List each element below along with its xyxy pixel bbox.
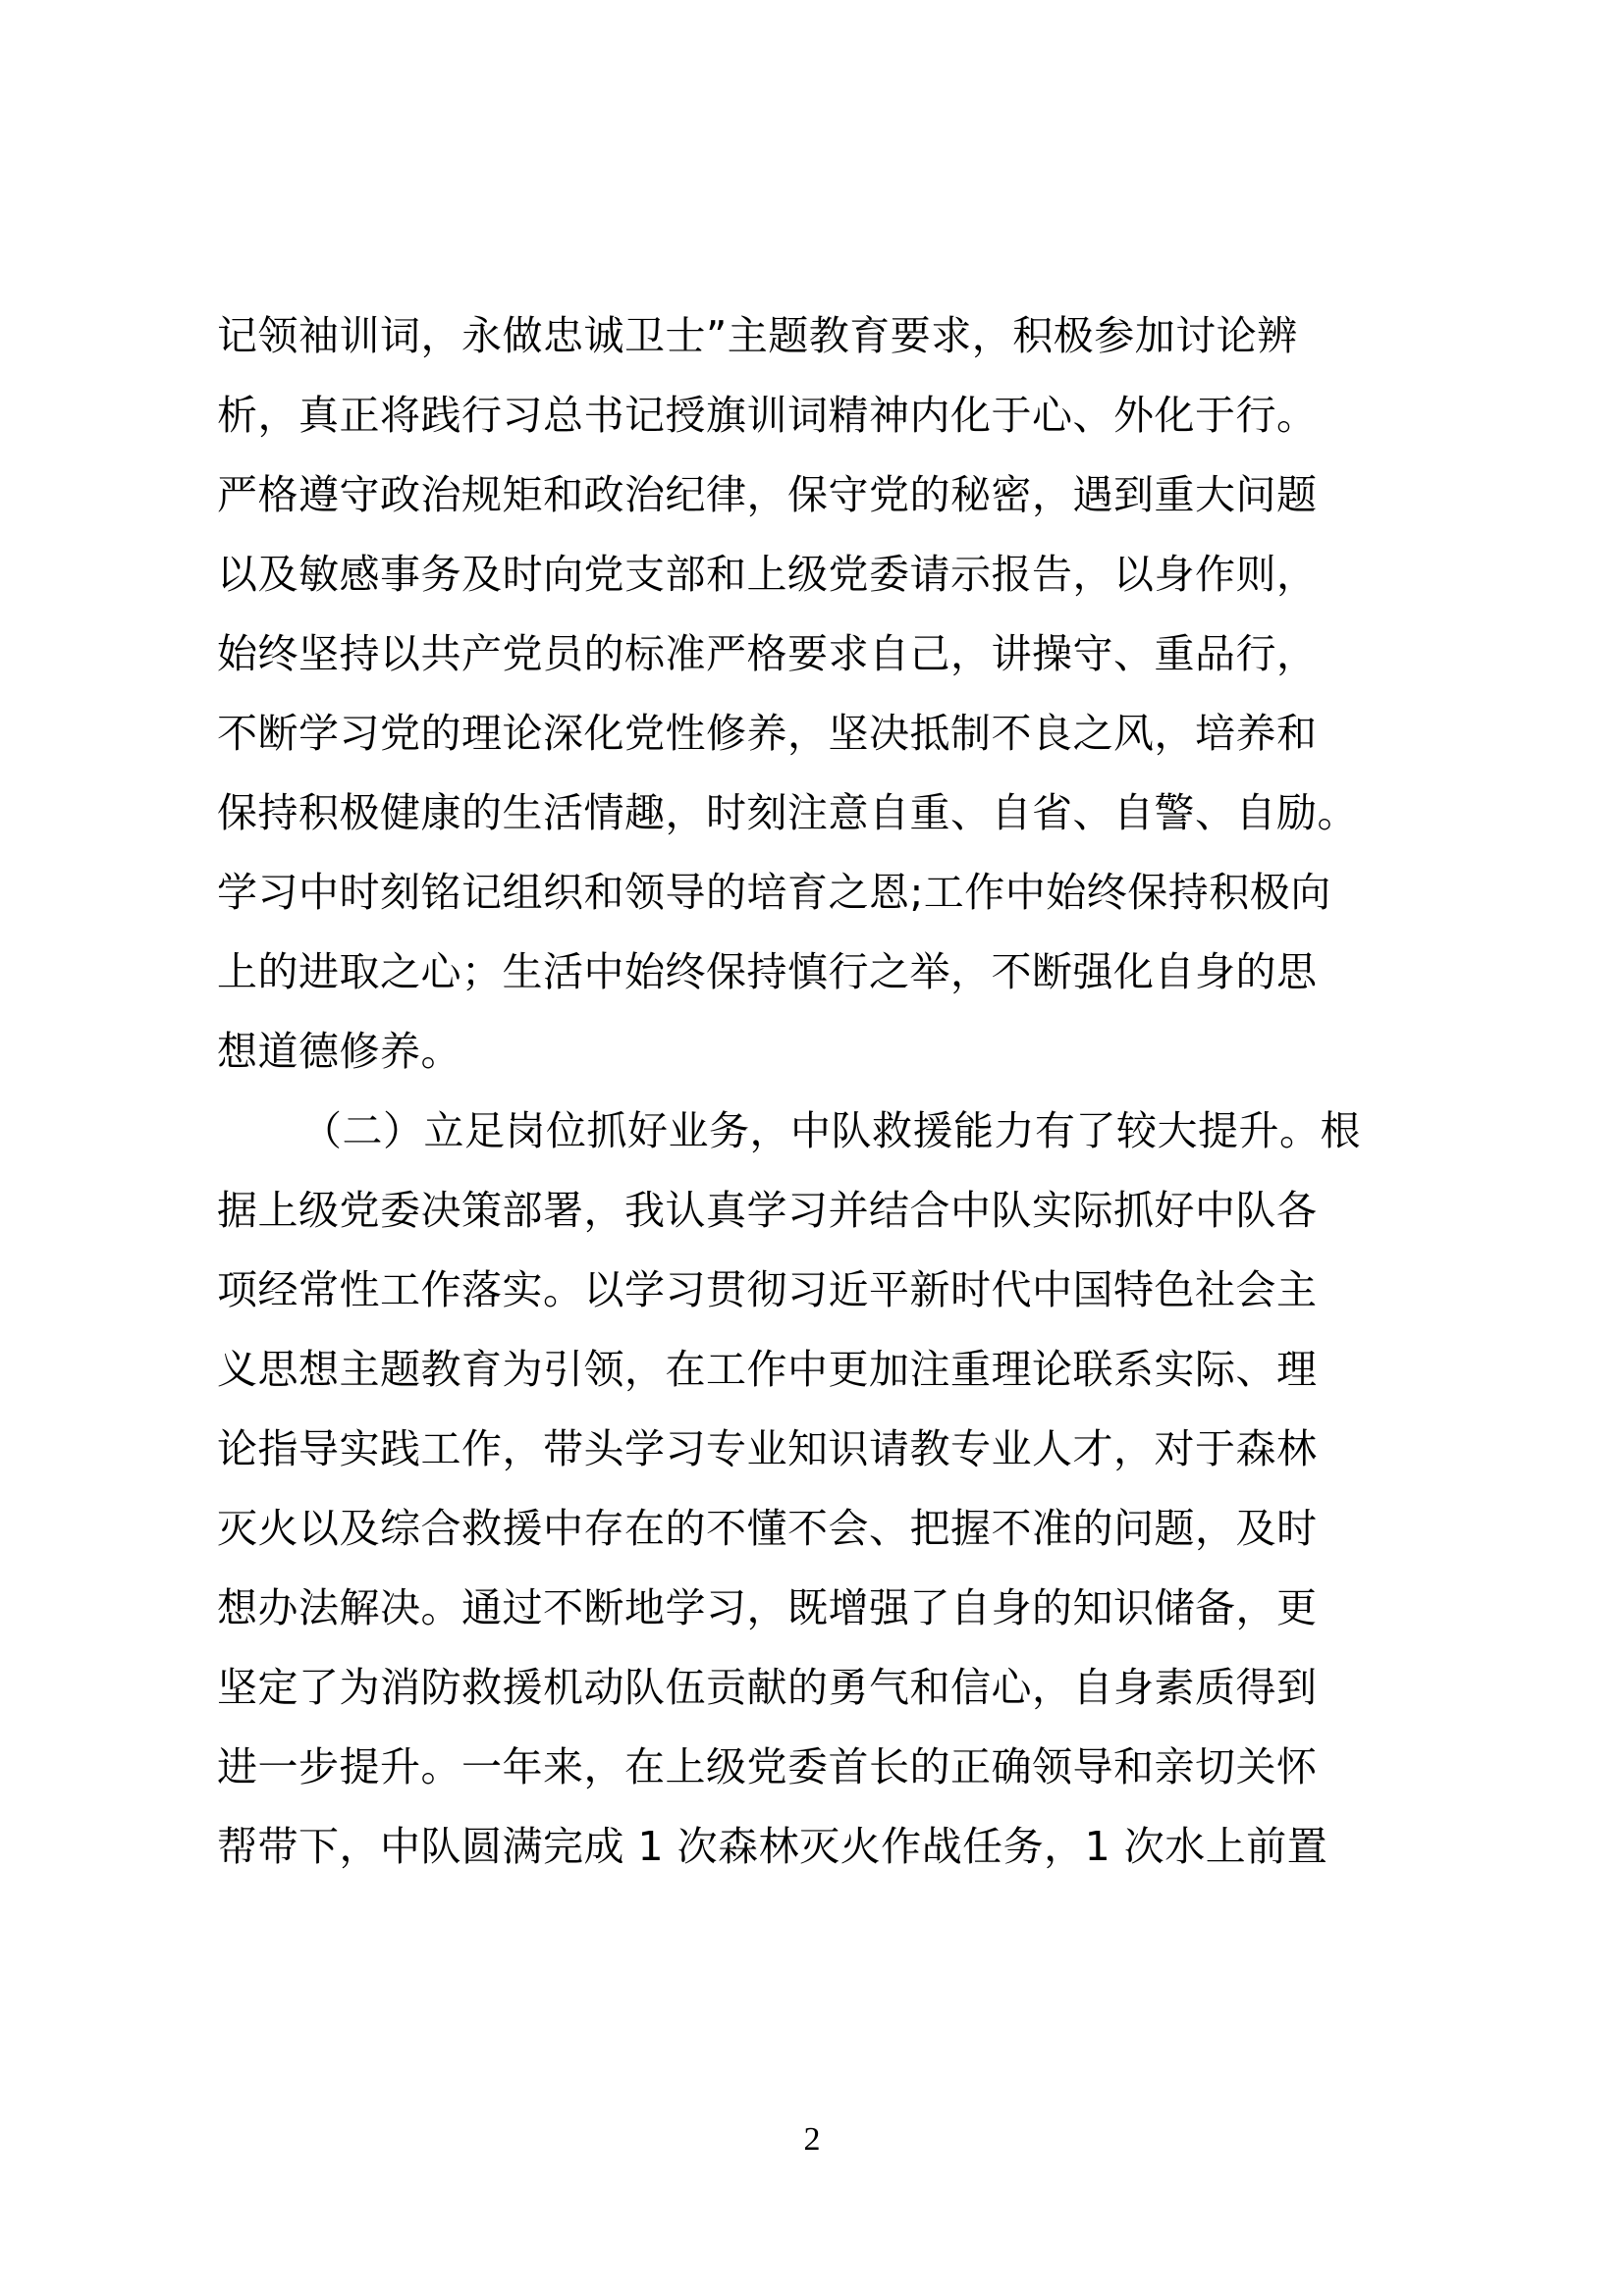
text-line: 论指导实践工作，带头学习专业知识请教专业人才，对于森林 <box>217 1425 1318 1472</box>
section-heading-line: （二）立足岗位抓好业务，中队救援能力有了较大提升。根 <box>301 1107 1361 1154</box>
text-line: 想道德修养。 <box>217 1028 461 1075</box>
text-line: 学习中时刻铭记组织和领导的培育之恩;工作中始终保持积极向 <box>217 869 1331 916</box>
text-line: 保持积极健康的生活情趣，时刻注意自重、自省、自警、自励。 <box>217 789 1358 836</box>
page-number: 2 <box>803 2121 821 2158</box>
text-line: 进一步提升。一年来，在上级党委首长的正确领导和亲切关怀 <box>217 1743 1318 1790</box>
text-line: 记领袖训词，永做忠诚卫士”主题教育要求，积极参加讨论辨 <box>217 312 1298 359</box>
text-line: 想办法解决。通过不断地学习，既增强了自身的知识储备，更 <box>217 1584 1318 1631</box>
text-line: 据上级党委决策部署，我认真学习并结合中队实际抓好中队各 <box>217 1187 1318 1234</box>
text-line: 灭火以及综合救援中存在的不懂不会、把握不准的问题，及时 <box>217 1505 1318 1552</box>
text-line: 不断学习党的理论深化党性修养，坚决抵制不良之风，培养和 <box>217 710 1318 757</box>
text-line: 上的进取之心；生活中始终保持慎行之举，不断强化自身的思 <box>217 948 1318 995</box>
text-line: 严格遵守政治规矩和政治纪律，保守党的秘密，遇到重大问题 <box>217 471 1318 518</box>
text-line: 义思想主题教育为引领，在工作中更加注重理论联系实际、理 <box>217 1346 1318 1393</box>
body-text <box>217 296 1444 1887</box>
text-line: 帮带下，中队圆满完成 1 次森林灭火作战任务，1 次水上前置 <box>217 1823 1328 1870</box>
text-line: 项经常性工作落实。以学习贯彻习近平新时代中国特色社会主 <box>217 1266 1318 1313</box>
text-line: 以及敏感事务及时向党支部和上级党委请示报告，以身作则， <box>217 551 1318 598</box>
text-line: 始终坚持以共产党员的标准严格要求自己，讲操守、重品行， <box>217 630 1318 677</box>
text-line: 析，真正将践行习总书记授旗训词精神内化于心、外化于行。 <box>217 392 1318 439</box>
text-line: 坚定了为消防救援机动队伍贡献的勇气和信心，自身素质得到 <box>217 1664 1318 1711</box>
